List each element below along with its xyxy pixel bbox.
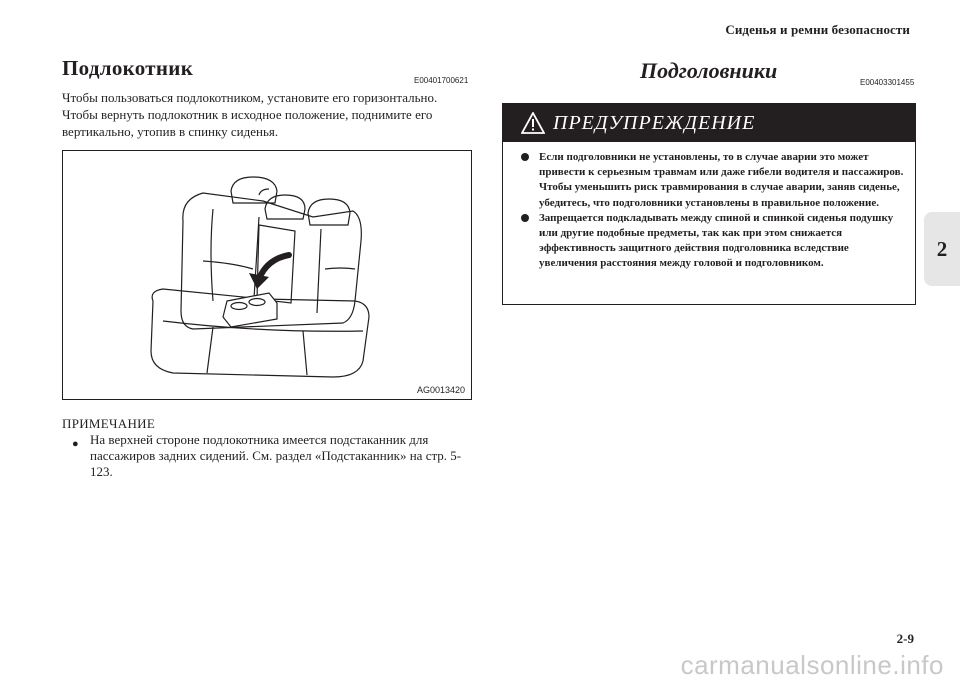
warning-list <box>519 150 909 272</box>
note-heading: ПРИМЕЧАНИЕ <box>62 416 156 431</box>
warning-item <box>519 150 909 211</box>
warning-triangle-icon <box>521 112 545 134</box>
headrests-title: Подголовники <box>640 58 778 83</box>
page-number: 2-9 <box>896 631 914 646</box>
watermark: carmanualsonline.info <box>680 650 944 680</box>
armrest-figure <box>62 150 472 400</box>
warning-item <box>519 211 909 272</box>
warning-item-text: Если подголовники не установлены, то в случае аварии это может привести к серьезным травмам или даже гибели водителя и пассажиров. Чтобы уменьшить риск травмирования в случае аварии, заняв сиденье, убедитесь, что подголовники установлены в правильное положение. <box>539 151 904 209</box>
figure-label: AG0013420 <box>416 385 465 395</box>
warning-header <box>503 104 915 142</box>
headrests-code: E00403301455 <box>860 78 915 87</box>
chapter-tab: 2 <box>924 212 960 286</box>
section-header: Сиденья и ремни безопасности <box>725 22 910 37</box>
armrest-title: Подлокотник <box>62 56 194 80</box>
note-bullet: ● <box>72 438 79 450</box>
bullet-icon <box>521 214 529 222</box>
warning-item-text: Запрещается подкладывать между спиной и спинкой сиденья подушку или другие подобные предметы, так как при этом снижается эффективность защитного действия подголовника вследствие увеличения расстояния между головой и подголовником. <box>539 211 894 270</box>
warning-box <box>502 103 916 305</box>
armrest-code: E00401700621 <box>414 76 469 85</box>
rear-seat-illustration <box>63 151 471 399</box>
warning-title: ПРЕДУПРЕЖДЕНИЕ <box>553 111 756 134</box>
note-text: На верхней стороне подлокотника имеется подстаканник для пассажиров задних сидений. См. раздел «Подстаканник» на стр. 5-123. <box>90 432 462 479</box>
armrest-body-text: Чтобы пользоваться подлокотником, установите его горизонтально. Чтобы вернуть подлокотник в исходное положение, поднимите его вертикально, утопив в спинку сиденья. <box>62 90 438 139</box>
bullet-icon <box>521 153 529 161</box>
